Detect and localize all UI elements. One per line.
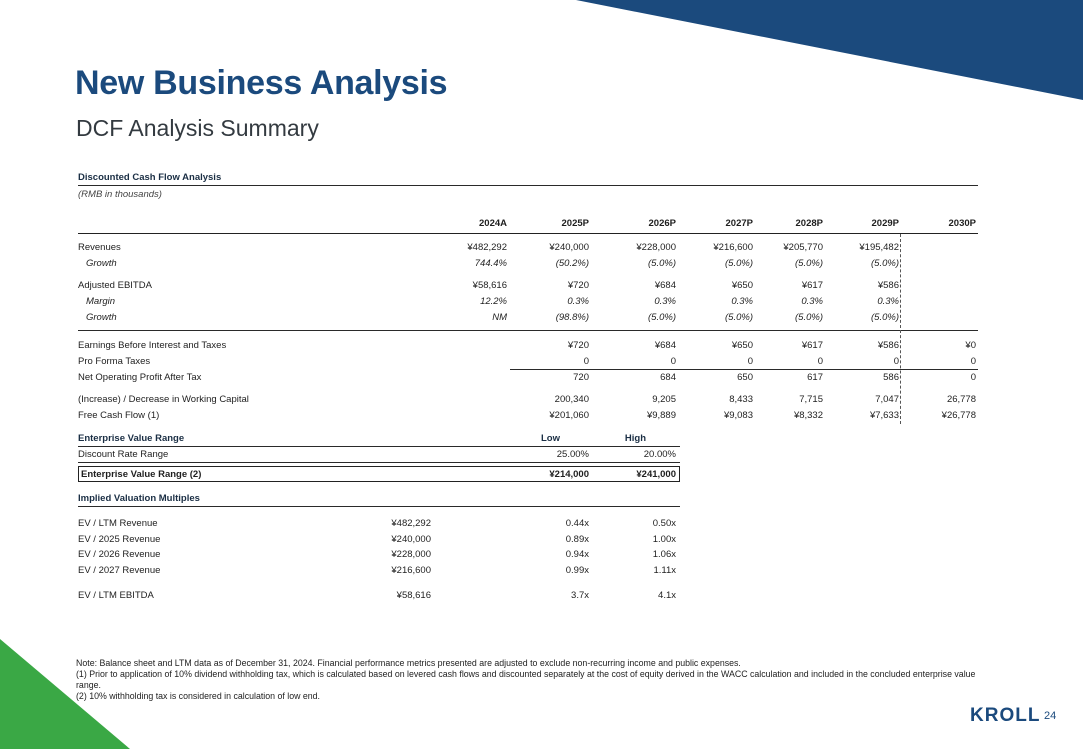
row-value: (5.0%) (871, 258, 899, 269)
row-value: ¥205,770 (783, 242, 823, 253)
ev-low-header: Low (541, 433, 560, 444)
row-value: (5.0%) (648, 258, 676, 269)
multiple-low: 0.99x (565, 565, 589, 576)
dcf-row (78, 294, 978, 310)
multiple-metric: ¥58,616 (396, 590, 431, 601)
row-value: 26,778 (946, 394, 976, 405)
multiple-metric: ¥482,292 (391, 518, 431, 529)
dcf-row (78, 240, 978, 256)
row-value: 744.4% (474, 258, 507, 269)
kroll-logo: KROLL (970, 705, 1041, 726)
year-header: 2029P (871, 218, 899, 229)
multiple-high: 1.06x (652, 549, 676, 560)
row-value: ¥617 (801, 340, 823, 351)
row-value: (98.8%) (555, 312, 589, 323)
row-value: 0.3% (654, 296, 676, 307)
row-value: 8,433 (729, 394, 753, 405)
dcf-row (78, 370, 978, 386)
multiple-label: EV / 2026 Revenue (78, 549, 161, 560)
row-value: 9,205 (652, 394, 676, 405)
multiple-row (78, 563, 680, 579)
ev-range-low: ¥214,000 (549, 469, 589, 480)
row-value: (5.0%) (795, 258, 823, 269)
multiple-low: 0.44x (565, 518, 589, 529)
year-header: 2024A (479, 218, 507, 229)
year-header-row (78, 216, 978, 234)
row-label: Adjusted EBITDA (78, 280, 152, 291)
row-value: ¥9,889 (646, 410, 676, 421)
row-value: 0.3% (731, 296, 753, 307)
row-value: ¥26,778 (941, 410, 976, 421)
ev-section-title (78, 431, 680, 447)
row-value: 0 (747, 356, 753, 367)
divider (78, 330, 978, 331)
row-value: 0 (817, 356, 823, 367)
row-value: (5.0%) (725, 258, 753, 269)
row-value: ¥720 (567, 340, 589, 351)
dcf-row (78, 354, 978, 370)
row-value: ¥7,633 (869, 410, 899, 421)
multiple-row (78, 547, 680, 563)
row-value: 0.3% (567, 296, 589, 307)
row-value: ¥586 (877, 280, 899, 291)
multiple-row (78, 532, 680, 548)
multiple-metric: ¥228,000 (391, 549, 431, 560)
dcf-section-title: Discounted Cash Flow Analysis (78, 170, 978, 186)
ev-range-high: ¥241,000 (636, 469, 676, 480)
row-value: 617 (807, 372, 823, 383)
row-label: Net Operating Profit After Tax (78, 372, 202, 383)
row-value: 0 (970, 356, 976, 367)
ev-range-box (78, 466, 680, 482)
multiple-label: EV / 2025 Revenue (78, 534, 161, 545)
row-value: ¥650 (731, 280, 753, 291)
dcf-row (78, 338, 978, 354)
row-value: 0 (893, 356, 899, 367)
row-value: ¥58,616 (472, 280, 507, 291)
row-value: ¥228,000 (636, 242, 676, 253)
multiple-high: 1.00x (652, 534, 676, 545)
multiple-row (78, 516, 680, 532)
row-value: ¥720 (567, 280, 589, 291)
multiple-label: EV / LTM Revenue (78, 518, 158, 529)
subtotal-rule (510, 369, 978, 370)
year-header: 2025P (561, 218, 589, 229)
row-value: ¥9,083 (723, 410, 753, 421)
row-value: (5.0%) (648, 312, 676, 323)
multiple-high: 0.50x (652, 518, 676, 529)
row-label: (Increase) / Decrease in Working Capital (78, 394, 249, 405)
multiple-row (78, 588, 680, 604)
row-value: ¥240,000 (549, 242, 589, 253)
row-value: NM (492, 312, 507, 323)
row-label: Revenues (78, 242, 121, 253)
row-value: ¥684 (654, 280, 676, 291)
dcf-row (78, 408, 978, 424)
row-value: 7,047 (875, 394, 899, 405)
page-title: New Business Analysis (75, 64, 448, 102)
page-number: 24 (1044, 710, 1057, 722)
row-label: Growth (86, 258, 117, 269)
row-label: Pro Forma Taxes (78, 356, 151, 367)
discount-rate-label: Discount Rate Range (78, 449, 169, 460)
row-value: 0 (670, 356, 676, 367)
year-header: 2027P (725, 218, 753, 229)
row-value: (50.2%) (555, 258, 589, 269)
discount-rate-row (78, 447, 680, 463)
row-value: 200,340 (554, 394, 589, 405)
row-value: 0.3% (801, 296, 823, 307)
row-value: ¥684 (654, 340, 676, 351)
footnote: (2) 10% withholding tax is considered in calculation of low end. (76, 691, 321, 701)
dcf-row (78, 256, 978, 272)
ev-title-text: Enterprise Value Range (78, 433, 185, 444)
multiple-high: 1.11x (653, 565, 676, 576)
footnote: Note: Balance sheet and LTM data as of December 31, 2024. Financial performance metrics presented are adjusted to exclude non-recurring income and public expenses. (76, 658, 741, 668)
row-label: Free Cash Flow (1) (78, 410, 160, 421)
multiple-low: 0.89x (565, 534, 589, 545)
ev-range-row (79, 467, 679, 483)
footnotes (76, 658, 996, 702)
row-value: (5.0%) (871, 312, 899, 323)
row-value: ¥586 (877, 340, 899, 351)
year-header: 2028P (795, 218, 823, 229)
multiples-section-title: Implied Valuation Multiples (78, 491, 680, 507)
page-subtitle: DCF Analysis Summary (76, 115, 319, 141)
row-value: ¥617 (801, 280, 823, 291)
row-value: 0 (970, 372, 976, 383)
ev-range-label: Enterprise Value Range (2) (81, 469, 202, 480)
projection-divider (900, 234, 901, 424)
row-value: 12.2% (480, 296, 507, 307)
row-value: (5.0%) (795, 312, 823, 323)
row-value: 0 (583, 356, 589, 367)
row-label: Margin (86, 296, 116, 307)
row-value: 0.3% (877, 296, 899, 307)
multiple-label: EV / 2027 Revenue (78, 565, 161, 576)
dcf-units: (RMB in thousands) (78, 189, 162, 200)
discount-rate-low: 25.00% (556, 449, 589, 460)
row-value: ¥8,332 (793, 410, 823, 421)
row-value: 684 (660, 372, 676, 383)
multiple-low: 3.7x (571, 590, 589, 601)
year-header: 2026P (648, 218, 676, 229)
row-value: ¥195,482 (859, 242, 899, 253)
row-label: Earnings Before Interest and Taxes (78, 340, 227, 351)
row-value: (5.0%) (725, 312, 753, 323)
multiple-low: 0.94x (565, 549, 589, 560)
dcf-row (78, 278, 978, 294)
row-value: ¥201,060 (549, 410, 589, 421)
multiple-metric: ¥216,600 (391, 565, 431, 576)
row-value: 586 (883, 372, 899, 383)
row-value: ¥482,292 (467, 242, 507, 253)
multiple-high: 4.1x (658, 590, 676, 601)
row-value: ¥216,600 (713, 242, 753, 253)
year-header: 2030P (948, 218, 976, 229)
row-value: 720 (573, 372, 589, 383)
row-value: ¥0 (965, 340, 976, 351)
row-label: Growth (86, 312, 117, 323)
multiple-metric: ¥240,000 (391, 534, 431, 545)
discount-rate-high: 20.00% (643, 449, 676, 460)
footnote: (1) Prior to application of 10% dividend withholding tax, which is calculated based on levered cash flows and discounted separately at the cost of equity derived in the WACC calculation and included in the concluded enterprise value range. (76, 669, 976, 690)
ev-high-header: High (624, 433, 646, 444)
row-value: 650 (737, 372, 753, 383)
dcf-row (78, 310, 978, 326)
row-value: ¥650 (731, 340, 753, 351)
dcf-row (78, 392, 978, 408)
row-value: 7,715 (799, 394, 823, 405)
multiple-label: EV / LTM EBITDA (78, 590, 154, 601)
